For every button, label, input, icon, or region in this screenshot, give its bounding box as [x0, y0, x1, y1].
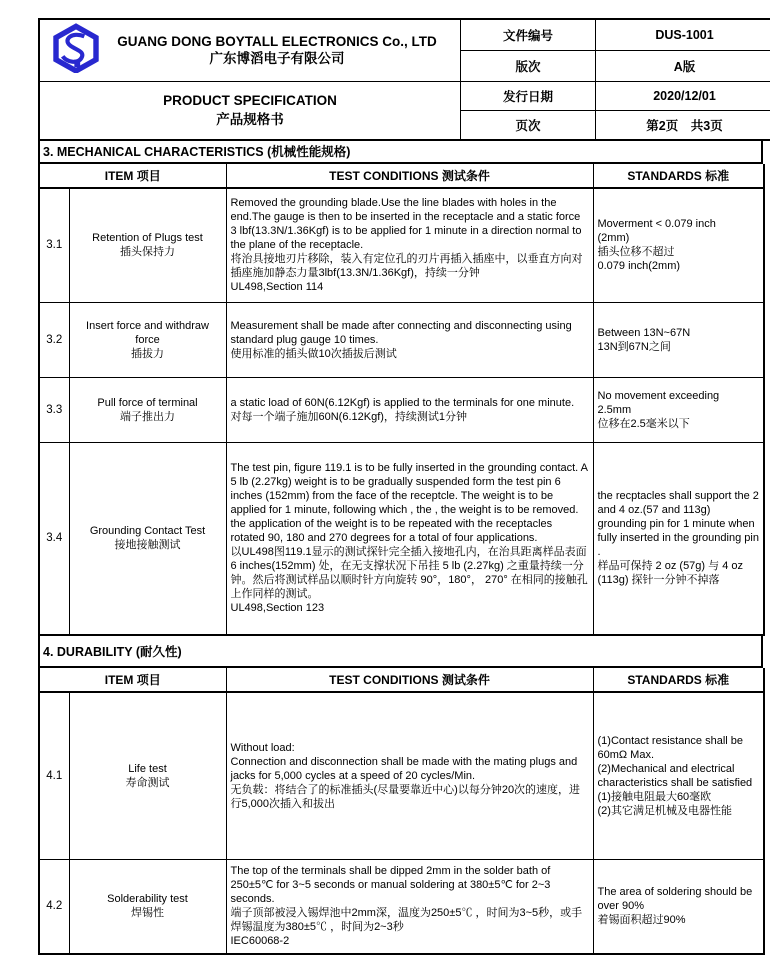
row-number: 3.3	[39, 378, 69, 443]
col-header-standards: STANDARDS 标准	[593, 164, 764, 188]
col-header-test: TEST CONDITIONS 测试条件	[226, 668, 593, 692]
doc-title-zh: 产品规格书	[216, 111, 284, 127]
test-conditions-cell: Measurement shall be made after connecting and disconnecting using standard plug gauge 10 times. 使用标准的插头做10次插拔后测试	[226, 303, 593, 378]
item-cell: Retention of Plugs test 插头保持力	[69, 188, 226, 303]
section-3-title: 3. MECHANICAL CHARACTERISTICS (机械性能规格)	[38, 141, 763, 164]
item-cell: Pull force of terminal 端子推出力	[69, 378, 226, 443]
doc-number-value: DUS-1001	[596, 19, 770, 50]
col-header-item: ITEM 项目	[39, 164, 226, 188]
test-conditions-cell: The top of the terminals shall be dipped 2mm in the solder bath of 250±5℃ for 3~5 seconds or manual soldering at 380±5℃ for 2~3 seconds. 端子顶部被浸入锡焊池中2mm深，温度为250±5℃ ，时间为3~5秒，或手焊锡温度为380±5℃ ，时间为2~3秒 IEC60068-2	[226, 860, 593, 954]
document-title-block	[39, 82, 461, 140]
col-header-item: ITEM 项目	[39, 668, 226, 692]
col-header-test: TEST CONDITIONS 测试条件	[226, 164, 593, 188]
issue-date-label: 发行日期	[461, 82, 596, 111]
col-header-standards: STANDARDS 标准	[593, 668, 764, 692]
standards-cell: Moverment < 0.079 inch (2mm) 插头位移不超过 0.079 inch(2mm)	[593, 188, 764, 303]
issue-date-value: 2020/12/01	[596, 82, 770, 111]
row-number: 3.2	[39, 303, 69, 378]
test-conditions-cell: Removed the grounding blade.Use the line blades with holes in the end.The gauge is then to be inserted in the receptacle and a static force 3 lbf(13.3N/1.36Kgf) is to be applied for 1 minute in a direction normal to the plane of the receptacle. 将治具接地刃片移除，装入有定位孔的刃片再插入插座中，以垂直方向对插座施加静态力量3lbf(13.3N/1.36Kgf)，持续一分钟 UL498,Section 114	[226, 188, 593, 303]
row-number: 4.1	[39, 692, 69, 860]
standards-cell: No movement exceeding 2.5mm 位移在2.5毫米以下	[593, 378, 764, 443]
row-number: 4.2	[39, 860, 69, 954]
test-conditions-cell: a static load of 60N(6.12Kgf) is applied to the terminals for one minute. 对每一个端子施加60N(6.12Kgf)，持续测试1分钟	[226, 378, 593, 443]
row-number: 3.1	[39, 188, 69, 303]
table-row	[39, 692, 764, 860]
table-row	[39, 378, 764, 443]
row-number: 3.4	[39, 443, 69, 635]
company-name-en: GUANG DONG BOYTALL ELECTRONICS Co., LTD	[117, 34, 437, 49]
item-cell: Life test 寿命测试	[69, 692, 226, 860]
page-number-value: 第2页 共3页	[596, 111, 770, 140]
table-header-row	[39, 668, 764, 692]
revision-value: A版	[596, 50, 770, 81]
standards-cell: the recptacles shall support the 2 and 4 oz.(57 and 113g) grounding pin for 1 minute when fully inserted in the grounding pin . 样品可保持 2 oz (57g) 与 4 oz (113g) 探针一分钟不掉落	[593, 443, 764, 635]
table-row	[39, 188, 764, 303]
item-cell: Grounding Contact Test 接地接触测试	[69, 443, 226, 635]
test-conditions-cell: Without load: Connection and disconnection shall be made with the mating plugs and jacks for 5,000 cycles at a speed of 20 cycles/Min. 无负载：将结合了的标准插头(尽量要靠近中心)以每分钟20次的速度，进行5,000次插入和拔出	[226, 692, 593, 860]
document-header	[38, 18, 770, 141]
table-header-row	[39, 164, 764, 188]
standards-cell: Between 13N~67N 13N到67N之间	[593, 303, 764, 378]
standards-cell: The area of soldering should be over 90% 着锡面积超过90%	[593, 860, 764, 954]
company-logo-icon	[51, 23, 101, 78]
table-row	[39, 860, 764, 954]
company-name-zh: 广东博滔电子有限公司	[209, 51, 345, 66]
item-cell: Insert force and withdraw force 插拔力	[69, 303, 226, 378]
section-4-table	[38, 668, 765, 955]
doc-title-en: PRODUCT SPECIFICATION	[163, 92, 337, 108]
company-block	[39, 19, 461, 82]
table-row	[39, 303, 764, 378]
doc-number-label: 文件编号	[461, 19, 596, 50]
section-3-table	[38, 164, 765, 636]
standards-cell: (1)Contact resistance shall be 60mΩ Max. (2)Mechanical and electrical characteristics shall be satisfied (1)接触电阻最大60毫欧 (2)其它满足机械及电器性能	[593, 692, 764, 860]
revision-label: 版次	[461, 50, 596, 81]
section-4-title: 4. DURABILITY (耐久性)	[38, 636, 763, 668]
page-number-label: 页次	[461, 111, 596, 140]
specification-document	[38, 18, 763, 955]
table-row	[39, 443, 764, 635]
test-conditions-cell: The test pin, figure 119.1 is to be fully inserted in the grounding contact. A 5 lb (2.27kg) weight is to be gradually suspended form the test pin 6 inches (152mm) from the face of the receptcle. The weight is to be applied for 1 minute, following which , the , the weight is to be removed. the application of the weight is to be repeated with the receptacles rotated 90, 180 and 270 degrees for a total of four applications. 以UL498图119.1显示的测试探针完全插入接地孔内，在治具距离样品表面 6 inches(152mm) 处，在无支撑状况下吊挂 5 lb (2.27kg) 之重量持续一分钟。然后将测试样品以顺时针方向旋转 90°，180°， 270° 在相同的接触孔上作同样的测试。 UL498,Section 123	[226, 443, 593, 635]
item-cell: Solderability test 焊锡性	[69, 860, 226, 954]
